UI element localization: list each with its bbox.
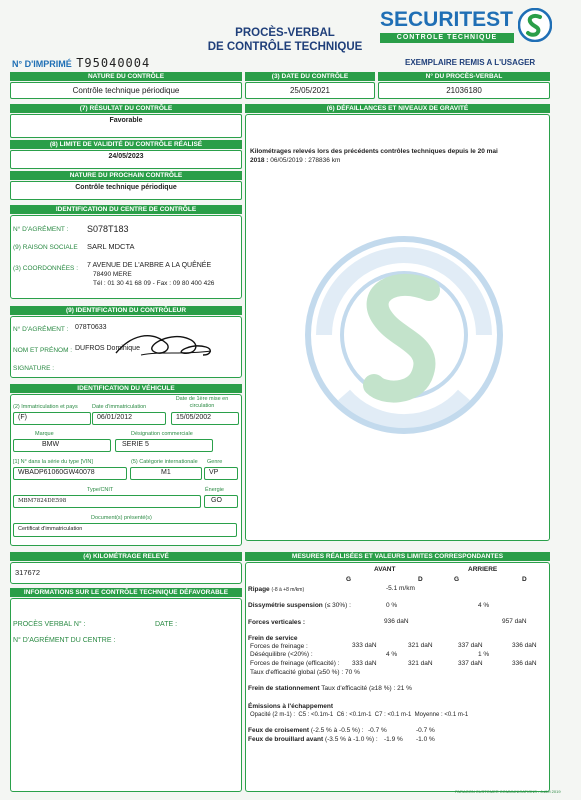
validity-header: (8) LIMITE DE VALIDITÉ DU CONTRÔLE RÉALISÉ xyxy=(10,140,242,149)
pv-box xyxy=(378,82,550,99)
marque-label: Marque xyxy=(35,431,54,437)
immat-box xyxy=(13,412,91,425)
croisement-row xyxy=(248,727,364,734)
date-box xyxy=(245,82,375,99)
printer-footer: PARAGON CUSTOMER COMMUNICATIONS - Juillet 2019 xyxy=(455,789,561,794)
imprime-value: T95040004 xyxy=(76,56,151,70)
opacite-label: Opacité xyxy=(250,712,271,718)
stationnement-value: 21 % xyxy=(397,685,412,692)
deseq-label: Déséquilibre (<20%) : xyxy=(250,651,313,658)
type-value: MBM7824DE598 xyxy=(18,498,67,504)
avant-label: AVANT xyxy=(374,566,396,573)
designation-value: SERIE 5 xyxy=(122,441,149,448)
ripage-label: Ripage xyxy=(248,586,270,593)
defavorable-panel xyxy=(10,598,242,792)
result-header: (7) RÉSULTAT DU CONTRÔLE xyxy=(10,104,242,113)
croisement-av: -0.7 % xyxy=(368,727,387,734)
signature-image xyxy=(111,325,221,365)
mesures-header: MESURES RÉALISÉES ET VALEURS LIMITES CORRESPONDANTES xyxy=(245,552,550,561)
ff-value-2: 321 daN xyxy=(408,642,433,649)
dissym-row xyxy=(248,602,351,609)
km-history-line-2 xyxy=(250,157,340,164)
date-immat-value: 06/01/2012 xyxy=(97,414,133,421)
controleur-panel xyxy=(10,316,242,378)
brand-name: SECURITEST xyxy=(380,8,514,31)
logo-s-icon xyxy=(518,8,552,42)
croisement-label: Feux de croisement xyxy=(248,727,310,734)
opacite-moyenne: Moyenne : <0.1 m-1 xyxy=(414,712,469,718)
km-value: 317672 xyxy=(15,568,41,577)
marque-value: BMW xyxy=(42,441,60,448)
controleur-header: (9) IDENTIFICATION DU CONTRÔLEUR xyxy=(10,306,242,315)
centre-address-2: 78490 MERE xyxy=(93,271,132,278)
dissym-label: Dissymétrie suspension xyxy=(248,602,323,609)
watermark-logo xyxy=(304,235,504,435)
defects-panel xyxy=(245,114,550,541)
dissym-av: 0 % xyxy=(386,602,398,609)
defects-header: (6) DÉFAILLANCES ET NIVEAUX DE GRAVITÉ xyxy=(245,104,550,113)
arriere-label: ARRIERE xyxy=(468,566,498,573)
brouillard-row xyxy=(248,736,378,743)
brouillard-ar: -1.0 % xyxy=(416,736,435,743)
mesures-panel xyxy=(245,562,550,792)
genre-box xyxy=(204,467,238,480)
circulation-value: 15/05/2002 xyxy=(176,414,212,421)
categorie-box xyxy=(130,467,202,480)
documents-value: Certificat d'immatriculation xyxy=(18,526,83,532)
documents-box xyxy=(13,523,237,537)
marque-box xyxy=(13,439,111,452)
securitest-logo xyxy=(380,8,552,44)
vehicule-panel xyxy=(10,394,242,546)
controleur-nom-label: NOM ET PRÉNOM : xyxy=(13,347,73,354)
emissions-label: Émissions à l'échappement xyxy=(248,703,333,710)
validity-value: 24/05/2023 xyxy=(108,153,144,160)
date-immat-box xyxy=(92,412,166,425)
km-history-year: 2018 : xyxy=(250,157,271,164)
title-line-1: PROCÈS-VERBAL xyxy=(235,27,335,39)
result-value: Favorable xyxy=(109,117,143,124)
designation-box xyxy=(115,439,213,452)
stationnement-label: Frein de stationnement xyxy=(248,685,320,692)
opacite-row xyxy=(250,712,468,718)
page-title xyxy=(200,26,370,54)
brouillard-label: Feux de brouillard avant xyxy=(248,736,324,743)
date-immat-label: Date d'immatriculation xyxy=(92,404,147,410)
ff-eff-value-1: 333 daN xyxy=(352,660,377,667)
ff-label: Forces de freinage : xyxy=(250,643,308,650)
km-header: (4) KILOMÉTRAGE RELEVÉ xyxy=(10,552,242,561)
energie-box xyxy=(204,495,238,508)
ripage-value: -5.1 m/km xyxy=(386,585,415,592)
taux-global-value: 70 % xyxy=(345,669,360,676)
opacite-c5: C5 : <0.1m-1 xyxy=(298,712,334,718)
croisement-ar: -0.7 % xyxy=(416,727,435,734)
ripage-row xyxy=(248,586,304,593)
opacite-unit: (2 m-1) : xyxy=(272,712,296,718)
stationnement-row xyxy=(248,685,412,692)
result-box xyxy=(10,114,242,138)
ff-eff-value-2: 321 daN xyxy=(408,660,433,667)
centre-agrement-label: N° D'AGRÉMENT : xyxy=(13,226,69,233)
serie-label: [1] N° dans la série du type [VIN] xyxy=(13,459,93,465)
energie-label: Énergie xyxy=(205,487,224,493)
centre-header: IDENTIFICATION DU CENTRE DE CONTRÔLE xyxy=(10,205,242,214)
vehicule-header: IDENTIFICATION DU VÉHICULE xyxy=(10,384,242,393)
centre-phone: Tél : 01 30 41 68 09 - Fax : 09 80 400 426 xyxy=(93,280,215,287)
defavorable-agrement-label: N° D'AGRÉMENT DU CENTRE : xyxy=(13,637,116,644)
opacite-c7: C7 : <0.1 m-1 xyxy=(374,712,412,718)
defavorable-pv-label: PROCÈS VERBAL N° : xyxy=(13,621,86,628)
arriere-d-label: D xyxy=(522,576,527,583)
pv-header: N° DU PROCÈS-VERBAL xyxy=(378,72,550,81)
nature-value: Contrôle technique périodique xyxy=(72,86,180,95)
centre-coord-label: (3) COORDONNÉES : xyxy=(13,265,79,272)
ff-value-4: 336 daN xyxy=(512,642,537,649)
taux-global-label: Taux d'efficacité global (≥50 %) : xyxy=(250,669,344,676)
categorie-label: (5) Catégorie internationale xyxy=(131,459,198,465)
stationnement-text: Taux d'efficacité (≥18 %) : xyxy=(321,685,396,692)
circulation-box xyxy=(171,412,239,425)
ff-eff-value-3: 337 daN xyxy=(458,660,483,667)
ff-eff-label: Forces de freinage (efficacité) : xyxy=(250,660,340,667)
opacite-c6: C6 : <0.1m-1 xyxy=(336,712,372,718)
arriere-g-label: G xyxy=(454,576,460,583)
km-history-entry: 06/05/2019 : 278836 km xyxy=(270,157,341,164)
date-value: 25/05/2021 xyxy=(289,86,331,95)
nature-header: NATURE DU CONTRÔLE xyxy=(10,72,242,81)
brouillard-av: -1.9 % xyxy=(384,736,403,743)
documents-label: Document(s) présenté(s) xyxy=(91,515,152,521)
nature-box xyxy=(10,82,242,99)
centre-agrement-value: S078T183 xyxy=(87,224,129,234)
fv-av: 936 daN xyxy=(384,618,409,625)
dissym-ar: 4 % xyxy=(478,602,490,609)
controleur-nom-value: DUFROS Dominique xyxy=(75,345,140,352)
ripage-limit: (-8 à +8 m/km) xyxy=(271,587,305,593)
ff-value-3: 337 daN xyxy=(458,642,483,649)
fv-ar: 957 daN xyxy=(502,618,527,625)
forces-vert-label: Forces verticales : xyxy=(248,619,306,626)
defavorable-header: INFORMATIONS SUR LE CONTRÔLE TECHNIQUE DÉFAVORABLE xyxy=(10,588,242,597)
imprime-number xyxy=(12,54,150,72)
centre-raison-label: (9) RAISON SOCIALE xyxy=(13,244,78,251)
avant-d-label: D xyxy=(418,576,423,583)
energie-value: GO xyxy=(211,497,222,504)
genre-value: VP xyxy=(209,469,219,476)
immat-label: (2) Immatriculation et pays xyxy=(13,404,78,410)
croisement-limit: (-2.5 % à -0.5 %) : xyxy=(310,727,364,734)
serie-value: WBADP61060GW40078 xyxy=(18,469,95,476)
imprime-label: N° D'IMPRIMÉ xyxy=(12,59,72,69)
serie-box xyxy=(13,467,127,480)
centre-panel xyxy=(10,215,242,299)
defavorable-date-label: DATE : xyxy=(155,621,178,628)
validity-box xyxy=(10,150,242,169)
brand-subtitle: CONTROLE TECHNIQUE xyxy=(380,33,514,43)
pv-value: 21036180 xyxy=(446,86,482,95)
km-history-line-1: Kilométrages relevés lors des précédents contrôles techniques depuis le 20 mai xyxy=(250,148,498,155)
taux-global-row xyxy=(250,669,360,676)
type-box xyxy=(13,495,201,508)
centre-raison-value: SARL MDCTA xyxy=(87,242,135,251)
deseq-ar: 1 % xyxy=(478,651,490,658)
deseq-av: 4 % xyxy=(386,651,398,658)
controleur-agrement-label: N° D'AGRÉMENT : xyxy=(13,326,69,333)
title-line-2: DE CONTRÔLE TECHNIQUE xyxy=(207,41,363,53)
circulation-label: Date de 1ère mise en circulation xyxy=(175,396,229,409)
immat-value: (F) xyxy=(18,414,27,421)
signature-label: SIGNATURE : xyxy=(13,365,55,372)
brouillard-limit: (-3.5 % à -1.0 %) : xyxy=(324,736,378,743)
frein-service-label: Frein de service xyxy=(248,635,298,642)
genre-label: Genre xyxy=(207,459,223,465)
copy-label: EXEMPLAIRE REMIS A L'USAGER xyxy=(405,58,536,67)
dissym-limit: (≤ 30%) : xyxy=(324,602,351,609)
categorie-value: M1 xyxy=(161,469,171,476)
date-header: (3) DATE DU CONTRÔLE xyxy=(245,72,375,81)
km-panel xyxy=(10,562,242,584)
ff-value-1: 333 daN xyxy=(352,642,377,649)
type-label: Type/CNIT xyxy=(87,487,114,493)
avant-g-label: G xyxy=(346,576,352,583)
designation-label: Désignation commerciale xyxy=(131,431,193,437)
centre-address-1: 7 AVENUE DE L'ARBRE A LA QUÊNÉE xyxy=(87,262,212,269)
ff-eff-value-4: 336 daN xyxy=(512,660,537,667)
next-control-value: Contrôle technique périodique xyxy=(75,184,177,191)
next-control-header: NATURE DU PROCHAIN CONTRÔLE xyxy=(10,171,242,180)
next-control-box xyxy=(10,181,242,200)
controleur-agrement-value: 078T0633 xyxy=(75,324,107,331)
